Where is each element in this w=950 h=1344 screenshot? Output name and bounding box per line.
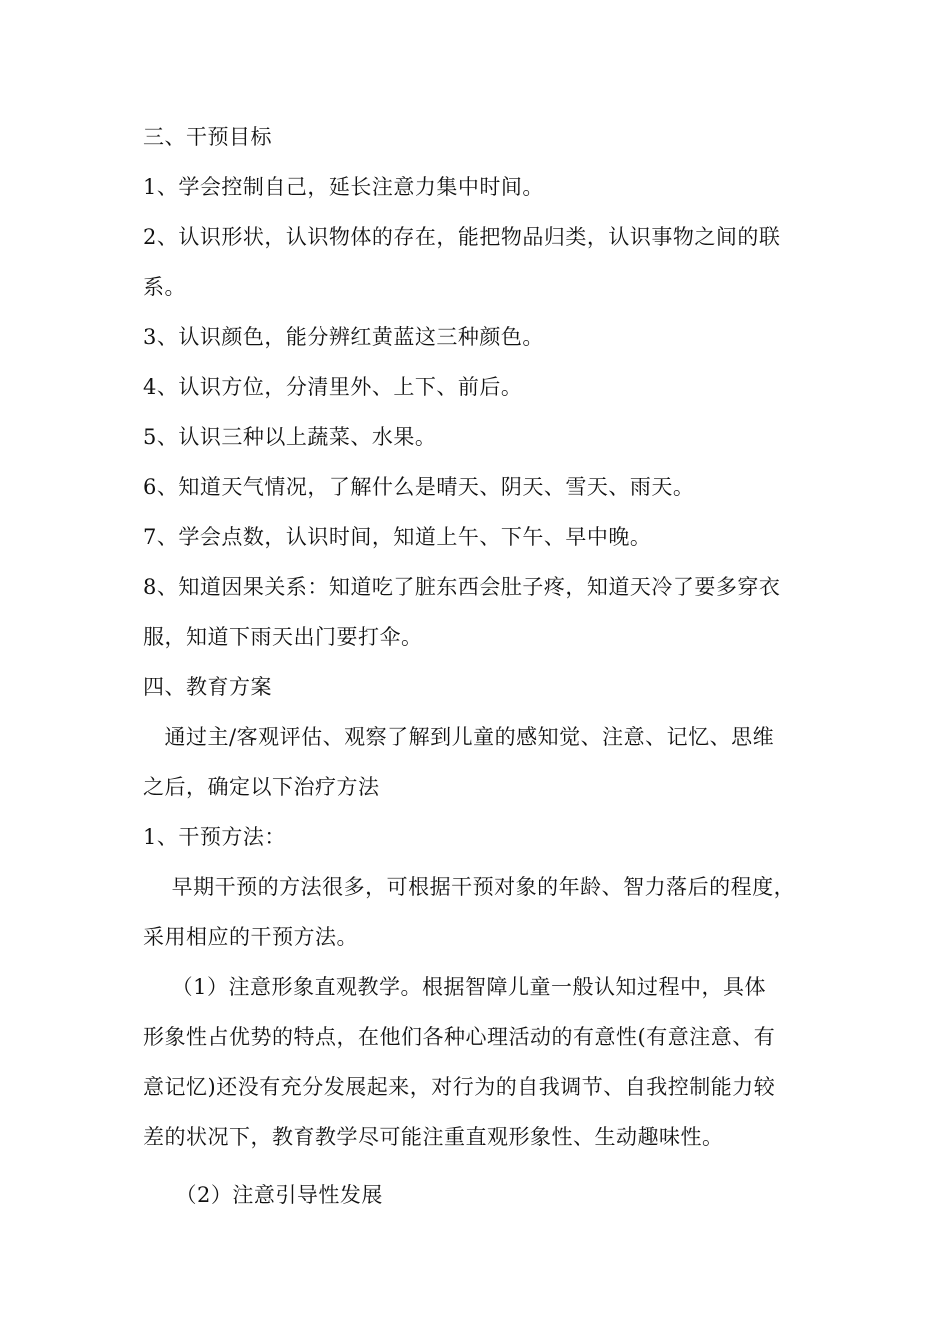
goal-item-1: 1、学会控制自己，延长注意力集中时间。	[143, 175, 544, 199]
heading-education-plan: 四、教育方案	[143, 675, 272, 699]
goal-item-7: 7、学会点数，认识时间，知道上午、下午、早中晚。	[143, 525, 652, 549]
goal-item-8-continued: 服，知道下雨天出门要打伞。	[143, 625, 423, 649]
methods-paragraph: 早期干预的方法很多，可根据干预对象的年龄、智力落后的程度，	[143, 875, 796, 899]
heading-intervention-goals: 三、干预目标	[143, 125, 272, 149]
goal-item-3: 3、认识颜色，能分辨红黄蓝这三种颜色。	[143, 325, 544, 349]
goal-item-2-continued: 系。	[143, 275, 186, 299]
method-1-line-2: 形象性占优势的特点，在他们各种心理活动的有意性(有意注意、有	[143, 1025, 776, 1049]
heading-intervention-methods: 1、干预方法：	[143, 825, 286, 849]
methods-paragraph-continued: 采用相应的干预方法。	[143, 925, 358, 949]
plan-paragraph-continued: 之后，确定以下治疗方法	[143, 775, 380, 799]
method-1-line-4: 差的状况下，教育教学尽可能注重直观形象性、生动趣味性。	[143, 1125, 724, 1149]
goal-item-4: 4、认识方位，分清里外、上下、前后。	[143, 375, 523, 399]
method-1-line-3: 意记忆)还没有充分发展起来，对行为的自我调节、自我控制能力较	[143, 1075, 776, 1099]
method-2-heading: （2）注意引导性发展	[143, 1183, 383, 1207]
method-1-paragraph: （1）注意形象直观教学。根据智障儿童一般认知过程中，具体	[143, 975, 767, 999]
goal-item-6: 6、知道天气情况，了解什么是晴天、阴天、雪天、雨天。	[143, 475, 695, 499]
goal-item-2: 2、认识形状，认识物体的存在，能把物品归类，认识事物之间的联	[143, 225, 781, 249]
goal-item-5: 5、认识三种以上蔬菜、水果。	[143, 425, 437, 449]
goal-item-8: 8、知道因果关系：知道吃了脏东西会肚子疼，知道天冷了要多穿衣	[143, 575, 781, 599]
plan-paragraph: 通过主/客观评估、观察了解到儿童的感知觉、注意、记忆、思维	[143, 725, 775, 749]
